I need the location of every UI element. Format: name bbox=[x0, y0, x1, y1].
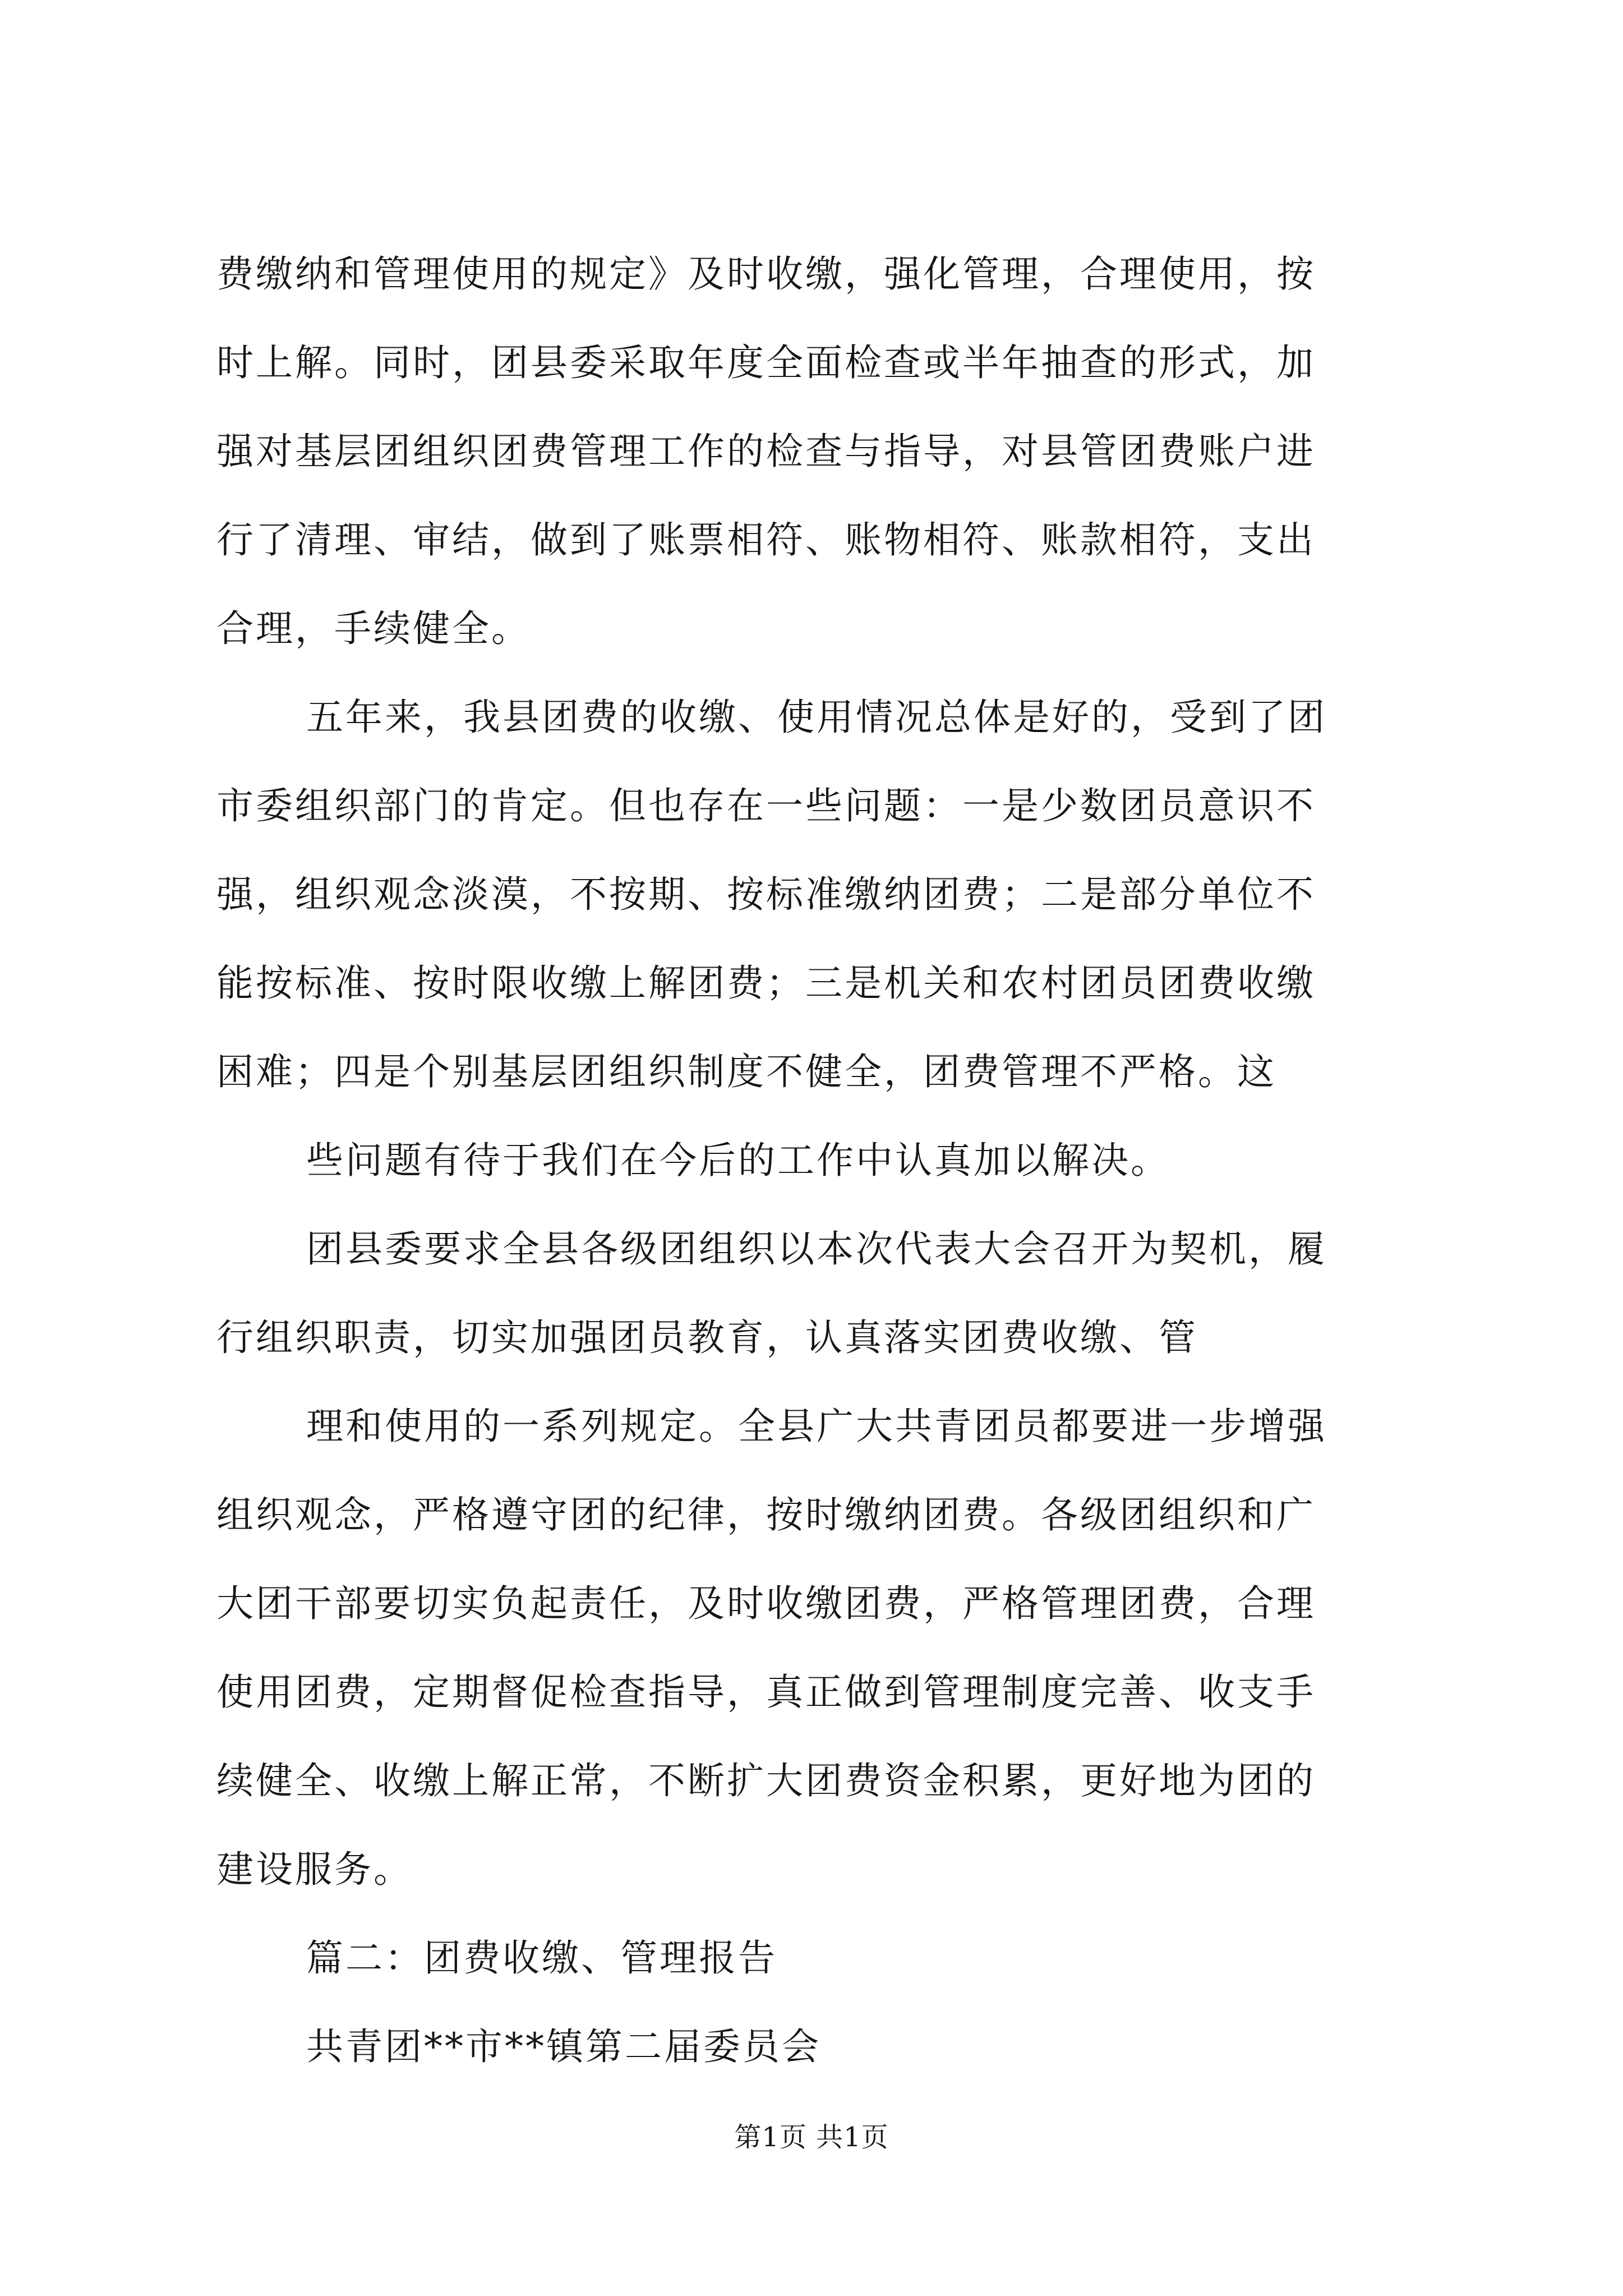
text-line: 建设服务。 bbox=[216, 1848, 413, 1891]
text-line: 组织观念，严格遵守团的纪律，按时缴纳团费。各级团组织和广 bbox=[216, 1493, 1316, 1536]
paragraph-start-line: 团县委要求全县各级团组织以本次代表大会召开为契机，履 bbox=[306, 1227, 1327, 1271]
text-line: 强对基层团组织团费管理工作的检查与指导，对县管团费账户进 bbox=[216, 430, 1316, 473]
text-line: 行了清理、审结，做到了账票相符、账物相符、账款相符，支出 bbox=[216, 518, 1316, 562]
text-line: 行组织职责，切实加强团员教育，认真落实团费收缴、管 bbox=[216, 1316, 1198, 1359]
text-line: 使用团费，定期督促检查指导，真正做到管理制度完善、收支手 bbox=[216, 1671, 1316, 1714]
organization-line: 共青团**市**镇第二届委员会 bbox=[306, 2025, 821, 2068]
text-line: 能按标准、按时限收缴上解团费；三是机关和农村团员团费收缴 bbox=[216, 961, 1316, 1005]
text-line: 时上解。同时，团县委采取年度全面检查或半年抽查的形式，加 bbox=[216, 341, 1316, 384]
page-number-footer: 第1页 共1页 bbox=[734, 2122, 889, 2153]
text-line: 强，组织观念淡漠，不按期、按标准缴纳团费；二是部分单位不 bbox=[216, 873, 1316, 916]
text-line: 困难；四是个别基层团组织制度不健全，团费管理不严格。这 bbox=[216, 1050, 1276, 1093]
paragraph-start-line: 五年来，我县团费的收缴、使用情况总体是好的，受到了团 bbox=[306, 696, 1327, 739]
paragraph-start-line: 理和使用的一系列规定。全县广大共青团员都要进一步增强 bbox=[306, 1405, 1327, 1448]
section-heading: 篇二：团费收缴、管理报告 bbox=[306, 1936, 777, 1980]
document-body bbox=[216, 252, 1417, 2117]
text-line: 大团干部要切实负起责任，及时收缴团费，严格管理团费，合理 bbox=[216, 1582, 1316, 1625]
text-line: 合理，手续健全。 bbox=[216, 607, 531, 650]
text-line: 市委组织部门的肯定。但也存在一些问题：一是少数团员意识不 bbox=[216, 784, 1316, 827]
paragraph-start-line: 些问题有待于我们在今后的工作中认真加以解决。 bbox=[306, 1139, 1170, 1182]
text-line: 续健全、收缴上解正常，不断扩大团费资金积累，更好地为团的 bbox=[216, 1759, 1316, 1802]
text-line: 费缴纳和管理使用的规定》及时收缴，强化管理，合理使用，按 bbox=[216, 252, 1316, 296]
